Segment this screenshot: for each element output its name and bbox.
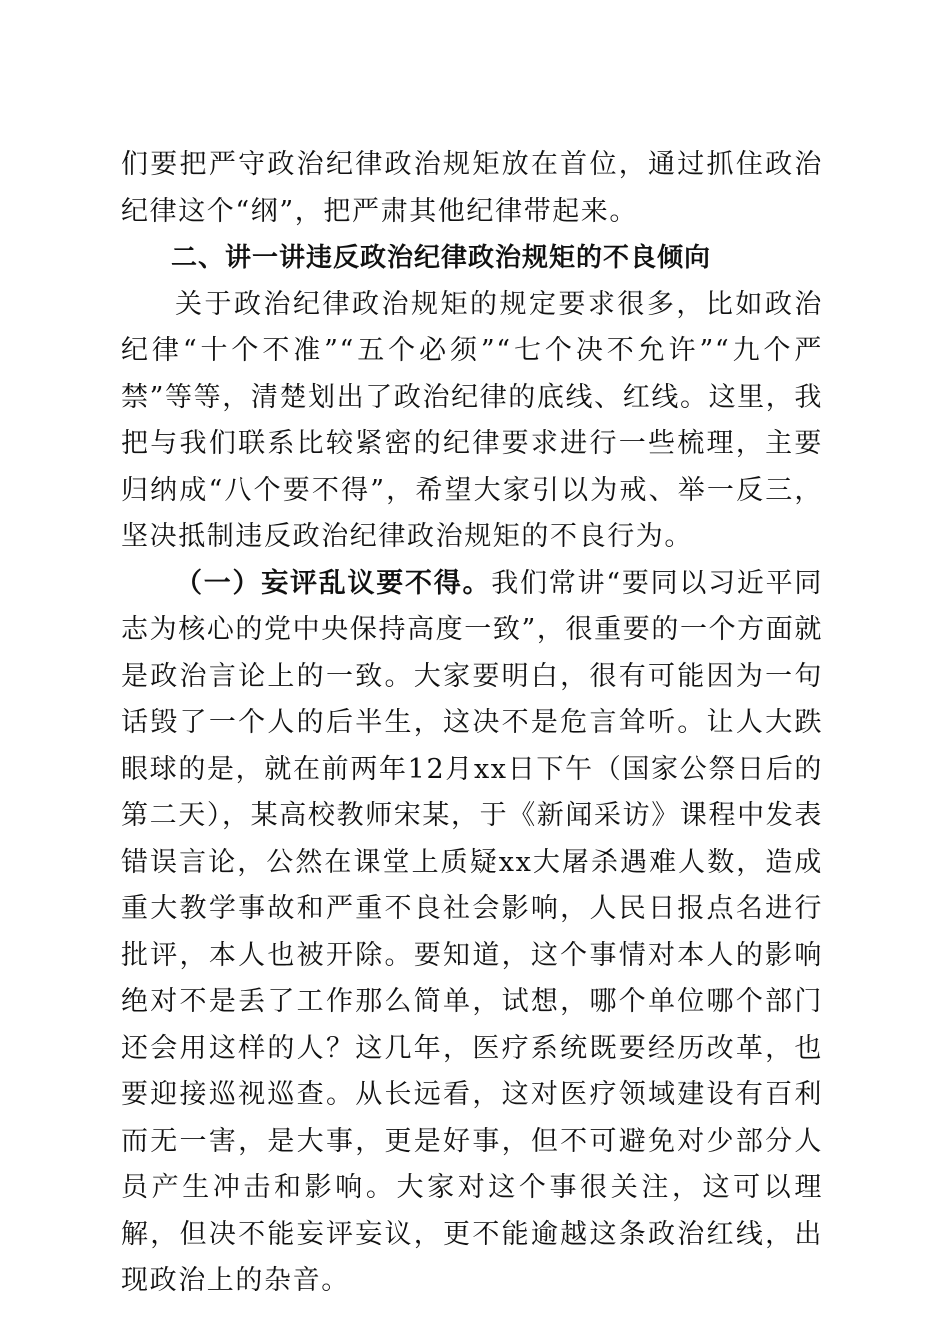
paragraph-continuation: 们要把严守政治纪律政治规矩放在首位，通过抓住政治纪律这个“纲”，把严肃其他纪律带起来。: [121, 149, 823, 227]
section-heading: 二、讲一讲违反政治纪律政治规矩的不良倾向: [171, 243, 712, 273]
subsection-title: （一）妄评乱议要不得。: [175, 567, 492, 599]
paragraph-section-1: [121, 561, 823, 1305]
document-page: [121, 142, 823, 1305]
subsection-body: 我们常讲“要同以习近平同志为核心的党中央保持高度一致”，很重要的一个方面就是政治言论上的一致。大家要明白，很有可能因为一句话毁了一个人的后半生，这决不是危言耸听。让人大跌眼球的是，就在前两年12月xx日下午（国家公祭日后的第二天），某高校教师宋某，于《新闻采访》课程中发表错误言论，公然在课堂上质疑xx大屠杀遇难人数，造成重大教学事故和严重不良社会影响，人民日报点名进行批评，本人也被开除。要知道，这个事情对本人的影响绝对不是丢了工作那么简单，试想，哪个单位哪个部门还会用这样的人？这几年，医疗系统既要经历改革，也要迎接巡视巡查。从长远看，这对医疗领域建设有百利而无一害，是大事，更是好事，但不可避免对少部分人员产生冲击和影响。大家对这个事很关注，这可以理解，但决不能妄评妄议，更不能逾越这条政治红线，出现政治上的杂音。: [121, 567, 823, 1296]
paragraph-intro: 关于政治纪律政治规矩的规定要求很多，比如政治纪律“十个不准”“五个必须”“七个决不允许”“九个严禁”等等，清楚划出了政治纪律的底线、红线。这里，我把与我们联系比较紧密的纪律要求进行一些梳理，主要归纳成“八个要不得”，希望大家引以为戒、举一反三，坚决抵制违反政治纪律政治规矩的不良行为。: [121, 288, 823, 552]
